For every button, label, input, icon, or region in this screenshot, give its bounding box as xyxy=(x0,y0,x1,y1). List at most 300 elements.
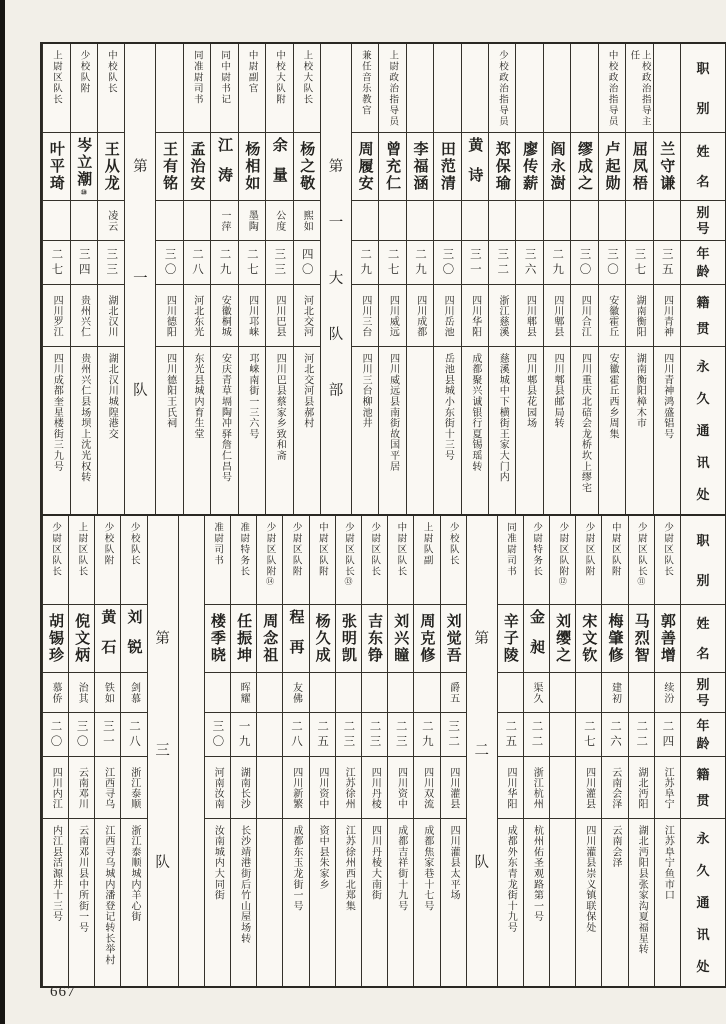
rank-value: 中尉区队附 xyxy=(316,522,328,577)
age-text xyxy=(528,720,544,750)
addr-cell xyxy=(310,819,335,986)
native-cell xyxy=(602,757,627,819)
alias-text xyxy=(236,682,251,704)
age-text xyxy=(659,720,675,750)
rank-value: 中校大队附 xyxy=(274,50,285,105)
name-cell xyxy=(98,133,124,201)
addr-text xyxy=(246,353,258,439)
alias-text xyxy=(446,682,461,704)
age-text xyxy=(659,248,675,278)
age-value: 二九 xyxy=(420,719,433,750)
rank-value: 上尉政治指导员 xyxy=(387,50,399,127)
rank-cell xyxy=(388,516,413,605)
addr-text xyxy=(78,353,90,483)
age-text xyxy=(162,248,178,278)
addr-text xyxy=(387,353,399,472)
native-text xyxy=(359,295,371,337)
rank-value: 少校队长 xyxy=(447,522,459,566)
rank-cell xyxy=(71,44,97,133)
rank-value: 上校政治指导主任 xyxy=(628,50,651,127)
header-cell xyxy=(681,201,725,241)
addr-cell xyxy=(599,347,625,514)
age-text xyxy=(607,720,623,750)
name-value: 阎永澍 xyxy=(548,141,566,192)
addr-cell xyxy=(626,347,652,514)
addr-value: 岳池县城小东街十三号 xyxy=(442,353,454,461)
addr-value: 成都东玉龙街一号 xyxy=(290,825,302,912)
native-value: 安徽霍丘 xyxy=(606,294,618,337)
rank-value: 上尉区队长 xyxy=(51,50,63,105)
name-value: 楼季晓 xyxy=(208,613,226,664)
person-column xyxy=(387,516,413,986)
age-text xyxy=(288,720,304,750)
name-text xyxy=(385,141,400,192)
group-label-char: 二 xyxy=(474,742,489,759)
alias-cell xyxy=(257,673,282,713)
native-value: 江西寻乌 xyxy=(102,766,114,809)
person-column xyxy=(440,516,466,986)
rank-value: 少尉区队长 xyxy=(343,522,355,577)
native-cell xyxy=(441,757,466,819)
native-text xyxy=(369,767,381,809)
rank-text xyxy=(606,50,617,127)
person-column xyxy=(625,44,652,514)
alias-cell xyxy=(310,673,335,713)
addr-value: 江苏阜宁鱼市口 xyxy=(662,825,674,901)
name-cell xyxy=(489,133,515,201)
rank-text xyxy=(76,522,87,577)
name-cell xyxy=(362,605,387,673)
alias-value: 友佛 xyxy=(290,681,302,704)
age-cell xyxy=(489,241,515,285)
addr-cell xyxy=(629,819,654,986)
native-value: 浙江杭州 xyxy=(531,766,543,809)
rank-cell xyxy=(655,516,680,605)
person-column xyxy=(155,44,182,514)
name-text xyxy=(341,613,356,664)
native-cell xyxy=(294,285,320,347)
alias-text xyxy=(127,682,142,704)
native-value: 河北交河 xyxy=(301,294,313,337)
rank-text xyxy=(387,50,398,127)
rank-value: 中校队长 xyxy=(105,50,117,94)
header-char: 永 xyxy=(696,359,710,375)
age-cell xyxy=(294,241,320,285)
name-cell xyxy=(336,605,361,673)
native-text xyxy=(551,295,563,337)
footnote-mark: ⑩ xyxy=(79,187,89,197)
age-text xyxy=(604,248,620,278)
alias-cell xyxy=(524,673,549,713)
name-cell xyxy=(544,133,570,201)
person-column xyxy=(70,44,97,514)
age-cell xyxy=(352,241,378,285)
addr-cell xyxy=(498,819,523,986)
rank-value: 中校政治指导员 xyxy=(606,50,618,127)
age-cell xyxy=(441,713,466,757)
addr-text xyxy=(273,353,285,461)
name-text xyxy=(577,141,592,192)
addr-value: 长沙靖港街后竹山屋场转 xyxy=(238,825,250,944)
native-cell xyxy=(257,757,282,819)
footnote-mark: ⑬ xyxy=(344,577,354,585)
alias-cell xyxy=(516,201,542,241)
age-text xyxy=(633,720,649,750)
native-cell xyxy=(362,757,387,819)
addr-text xyxy=(342,825,354,911)
name-text xyxy=(104,141,119,192)
alias-cell xyxy=(71,201,97,241)
person-column xyxy=(413,516,439,986)
addr-text xyxy=(469,353,481,472)
age-cell xyxy=(95,713,120,757)
rank-cell xyxy=(599,44,625,133)
addr-value: 邛崃南街一三六号 xyxy=(246,353,258,440)
native-cell xyxy=(352,285,378,347)
group-label-char: 第 xyxy=(133,159,148,175)
native-text xyxy=(76,767,88,809)
alias-text xyxy=(529,682,544,704)
age-cell xyxy=(434,241,460,285)
age-value: 二八 xyxy=(191,247,204,278)
name-value: 郭善增 xyxy=(658,613,676,664)
age-cell xyxy=(655,713,680,757)
rank-cell xyxy=(626,44,652,133)
header-char: 职 xyxy=(696,60,710,76)
age-text xyxy=(100,720,116,750)
addr-cell xyxy=(43,819,68,986)
person-column xyxy=(210,44,237,514)
rank-cell xyxy=(379,44,405,133)
native-value: 江苏阜宁 xyxy=(662,766,674,809)
alias-value: 治其 xyxy=(76,681,88,704)
name-cell xyxy=(43,133,69,201)
name-text xyxy=(659,141,674,192)
name-text xyxy=(262,613,277,664)
rank-cell xyxy=(544,44,570,133)
alias-cell xyxy=(379,201,405,241)
alias-cell xyxy=(489,201,515,241)
alias-value: 墨陶 xyxy=(246,209,258,232)
name-cell xyxy=(626,133,652,201)
alias-cell xyxy=(550,673,575,713)
header-cell xyxy=(681,673,725,713)
alias-value: 一萍 xyxy=(218,209,230,232)
age-text xyxy=(439,248,455,278)
name-value: 余量 xyxy=(270,136,288,197)
person-column xyxy=(309,516,335,986)
name-cell xyxy=(69,605,94,673)
alias-cell xyxy=(239,201,265,241)
native-cell xyxy=(205,757,230,819)
addr-value: 四川成都奎星楼街三九号 xyxy=(51,353,63,472)
name-value: 周履安 xyxy=(356,141,374,192)
addr-value: 安徽霍丘西乡周集 xyxy=(606,353,618,440)
header-char: 名 xyxy=(696,173,710,189)
age-value: 二三 xyxy=(342,719,355,750)
age-text xyxy=(74,720,90,750)
header-char: 籍 xyxy=(696,294,710,310)
native-text xyxy=(634,295,646,337)
addr-text xyxy=(496,353,508,483)
name-value: 郑保瑜 xyxy=(493,141,511,192)
addr-text xyxy=(609,825,621,868)
name-value: 兰守谦 xyxy=(658,141,676,192)
native-text xyxy=(219,295,231,337)
rank-cell xyxy=(98,44,124,133)
age-cell xyxy=(550,713,575,757)
addr-cell xyxy=(550,819,575,986)
rank-value: 少尉区队附 xyxy=(557,522,569,577)
person-column xyxy=(42,516,68,986)
addr-value: 湖南衡阳樟木市 xyxy=(634,353,646,429)
age-text xyxy=(412,248,428,278)
addr-text xyxy=(395,825,407,911)
alias-value: 剑慕 xyxy=(128,681,140,704)
rank-cell xyxy=(602,516,627,605)
addr-value: 汝南城内大同街 xyxy=(212,825,224,901)
age-value: 二二 xyxy=(530,719,543,750)
name-cell xyxy=(239,133,265,201)
name-text xyxy=(555,613,570,664)
native-value: 四川罗江 xyxy=(51,294,63,337)
header-char: 号 xyxy=(696,692,710,708)
addr-value: 慈溪城中下横街王家大门内 xyxy=(497,353,509,483)
addr-cell xyxy=(283,819,308,986)
age-text xyxy=(48,248,64,278)
native-cell xyxy=(43,285,69,347)
addr-value: 四川灌县崇义镇联保处 xyxy=(583,825,595,933)
name-value: 杨相如 xyxy=(243,141,261,192)
rank-cell xyxy=(294,44,320,133)
age-text xyxy=(189,248,205,278)
native-value: 湖南衡阳 xyxy=(634,294,646,337)
native-value: 四川青神 xyxy=(661,294,673,337)
native-cell xyxy=(43,757,68,819)
addr-cell xyxy=(414,819,439,986)
native-cell xyxy=(489,285,515,347)
header-char: 名 xyxy=(696,645,710,661)
rank-text xyxy=(219,50,230,105)
addr-value: 四川重庆北碚会龙桥坎上缪宅 xyxy=(579,353,591,494)
addr-text xyxy=(583,825,595,933)
name-text xyxy=(467,137,482,197)
rank-cell xyxy=(283,516,308,605)
native-cell xyxy=(462,285,488,347)
native-value: 浙江泰顺 xyxy=(128,766,140,809)
rank-cell xyxy=(576,516,601,605)
name-cell xyxy=(283,605,308,673)
name-text xyxy=(440,141,455,192)
name-text xyxy=(660,613,675,664)
addr-cell xyxy=(98,347,124,514)
name-text xyxy=(288,609,303,669)
name-value: 程再 xyxy=(287,608,305,669)
name-text xyxy=(76,137,91,197)
native-text xyxy=(78,295,90,337)
age-text xyxy=(494,248,510,278)
person-column xyxy=(183,44,210,514)
rank-value: 准尉特务长 xyxy=(238,522,250,577)
name-value: 田范清 xyxy=(438,141,456,192)
rank-cell xyxy=(310,516,335,605)
age-cell xyxy=(266,241,292,285)
native-cell xyxy=(239,285,265,347)
age-cell xyxy=(98,241,124,285)
age-cell xyxy=(362,713,387,757)
addr-value: 四川丹棱大南街 xyxy=(369,825,381,901)
rank-cell xyxy=(571,44,597,133)
rank-text xyxy=(628,50,651,132)
rank-cell xyxy=(462,44,488,133)
header-char: 别 xyxy=(696,677,710,693)
native-value: 四川三台 xyxy=(359,294,371,337)
person-column xyxy=(653,44,680,514)
addr-cell xyxy=(231,819,256,986)
native-cell xyxy=(98,285,124,347)
addr-cell xyxy=(43,347,69,514)
native-text xyxy=(191,295,203,337)
name-value: 杨久成 xyxy=(313,613,331,664)
header-cell xyxy=(681,133,725,201)
native-text xyxy=(442,295,454,337)
rank-value: 同准尉司书 xyxy=(504,522,516,577)
alias-cell xyxy=(184,201,210,241)
addr-cell xyxy=(544,347,570,514)
name-cell xyxy=(599,133,625,201)
age-text xyxy=(209,720,225,750)
rank-text xyxy=(557,522,568,585)
native-value: 四川内江 xyxy=(50,766,62,809)
addr-value: 杭州佑圣观路第一号 xyxy=(531,825,543,923)
header-char: 职 xyxy=(696,532,710,548)
header-char: 龄 xyxy=(696,735,710,751)
age-value: 三〇 xyxy=(578,247,591,278)
header-column xyxy=(680,516,725,986)
alias-cell xyxy=(441,673,466,713)
native-text xyxy=(583,767,595,809)
native-cell xyxy=(434,285,460,347)
age-cell xyxy=(71,241,97,285)
rank-value: 同中尉书记 xyxy=(219,50,231,105)
age-cell xyxy=(626,241,652,285)
addr-text xyxy=(191,353,203,439)
alias-cell xyxy=(629,673,654,713)
addr-cell xyxy=(336,819,361,986)
person-column xyxy=(378,44,405,514)
alias-cell xyxy=(156,201,182,241)
native-text xyxy=(164,295,176,337)
addr-text xyxy=(359,353,371,429)
native-value: 四川成都 xyxy=(414,294,426,337)
alias-cell xyxy=(407,201,433,241)
name-value: 屈凤梧 xyxy=(630,141,648,192)
addr-cell xyxy=(69,819,94,986)
rank-value: 中尉副官 xyxy=(246,50,258,94)
rank-cell xyxy=(434,44,460,133)
age-cell xyxy=(310,713,335,757)
alias-cell xyxy=(434,201,460,241)
age-cell xyxy=(571,241,597,285)
age-value: 三一 xyxy=(468,247,481,278)
header-char: 久 xyxy=(696,391,710,407)
person-column xyxy=(265,44,292,514)
person-column xyxy=(293,44,320,514)
native-text xyxy=(316,767,328,809)
addr-text xyxy=(661,825,673,901)
person-column xyxy=(515,44,542,514)
native-text xyxy=(105,295,117,337)
addr-cell xyxy=(71,347,97,514)
age-text xyxy=(581,720,597,750)
group-column xyxy=(320,44,351,514)
name-value: 马烈智 xyxy=(632,613,650,664)
addr-cell xyxy=(654,347,680,514)
name-value: 李福涵 xyxy=(411,141,429,192)
native-value: 湖北汉川 xyxy=(105,294,117,337)
native-cell xyxy=(576,757,601,819)
name-cell xyxy=(434,133,460,201)
age-text xyxy=(76,248,92,278)
addr-text xyxy=(524,353,536,429)
alias-cell xyxy=(43,201,69,241)
name-cell xyxy=(257,605,282,673)
group-column xyxy=(147,516,178,986)
native-value: 四川巴县 xyxy=(274,294,286,337)
age-value: 三七 xyxy=(633,247,646,278)
addr-text xyxy=(316,825,328,890)
group-label-char: 第 xyxy=(155,631,170,647)
alias-cell xyxy=(336,673,361,713)
rank-value: 少尉区队附 xyxy=(264,522,276,577)
name-text xyxy=(446,613,461,664)
native-cell xyxy=(550,757,575,819)
native-cell xyxy=(414,757,439,819)
header-char: 贯 xyxy=(696,793,710,809)
age-cell xyxy=(602,713,627,757)
native-cell xyxy=(121,757,146,819)
age-cell xyxy=(231,713,256,757)
alias-cell xyxy=(462,201,488,241)
name-value: 梅肇修 xyxy=(606,613,624,664)
rank-text xyxy=(583,522,594,577)
rank-text xyxy=(662,522,673,577)
rank-cell xyxy=(516,44,542,133)
native-value: 湖北沔阳 xyxy=(635,766,647,809)
addr-cell xyxy=(294,347,320,514)
rank-cell xyxy=(239,44,265,133)
roster-table-1 xyxy=(40,42,726,516)
alias-cell xyxy=(655,673,680,713)
age-cell xyxy=(388,713,413,757)
name-cell xyxy=(462,133,488,201)
name-text xyxy=(393,613,408,664)
addr-cell xyxy=(156,347,182,514)
age-cell xyxy=(239,241,265,285)
person-column xyxy=(120,516,146,986)
header-char: 贯 xyxy=(696,321,710,337)
rank-cell xyxy=(205,516,230,605)
rank-cell xyxy=(211,44,237,133)
name-cell xyxy=(414,605,439,673)
person-column xyxy=(256,516,282,986)
native-value: 江苏徐州 xyxy=(343,766,355,809)
addr-value: 浙江泰顺城内羊心街 xyxy=(129,825,141,923)
native-cell xyxy=(388,757,413,819)
header-char: 年 xyxy=(696,246,710,262)
age-text xyxy=(522,248,538,278)
rank-text xyxy=(609,522,620,577)
